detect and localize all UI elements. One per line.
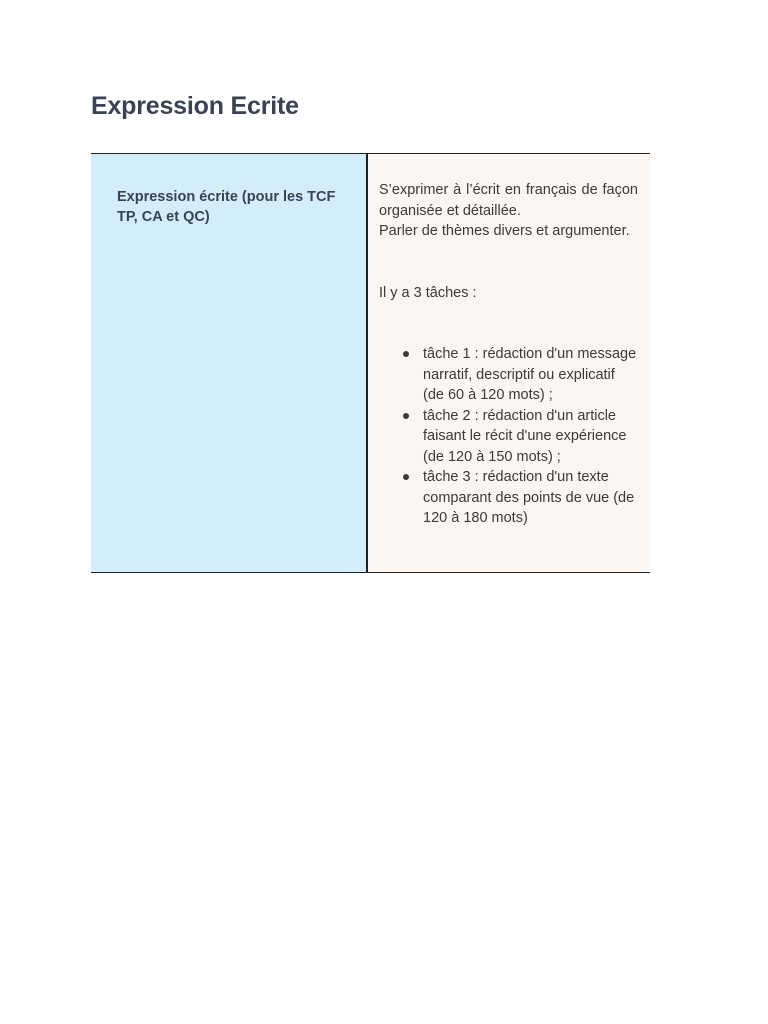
- spacer: [379, 242, 638, 283]
- list-item: [423, 467, 638, 529]
- right-cell: [368, 154, 650, 572]
- spacer: [379, 303, 638, 344]
- bullet-icon: [403, 474, 409, 480]
- left-heading: Expression écrite (pour les TCF TP, CA et QC): [117, 189, 336, 225]
- task-list: [379, 344, 638, 529]
- page-title: Expression Ecrite: [91, 92, 299, 120]
- bullet-icon: [403, 351, 409, 357]
- task-text: tâche 3 : rédaction d'un texte comparant des points de vue (de 120 à 180 mots): [423, 469, 635, 526]
- tasks-intro: Il y a 3 tâches :: [379, 284, 477, 301]
- description-paragraph-2: Parler de thèmes divers et argumenter.: [379, 223, 630, 239]
- bullet-icon: [403, 413, 409, 419]
- task-text: tâche 1 : rédaction d'un message narratif, descriptif ou explicatif (de 60 à 120 mots) ;: [423, 346, 637, 403]
- list-item: [423, 344, 638, 406]
- info-table: [91, 153, 650, 573]
- task-text: tâche 2 : rédaction d'un article faisant le récit d'une expérience (de 120 à 150 mots) ;: [423, 407, 627, 465]
- left-cell: [91, 154, 368, 572]
- description-paragraph-1: S’exprimer à l’écrit en français de façon organisée et détaillée.: [379, 182, 638, 219]
- list-item: [423, 406, 638, 468]
